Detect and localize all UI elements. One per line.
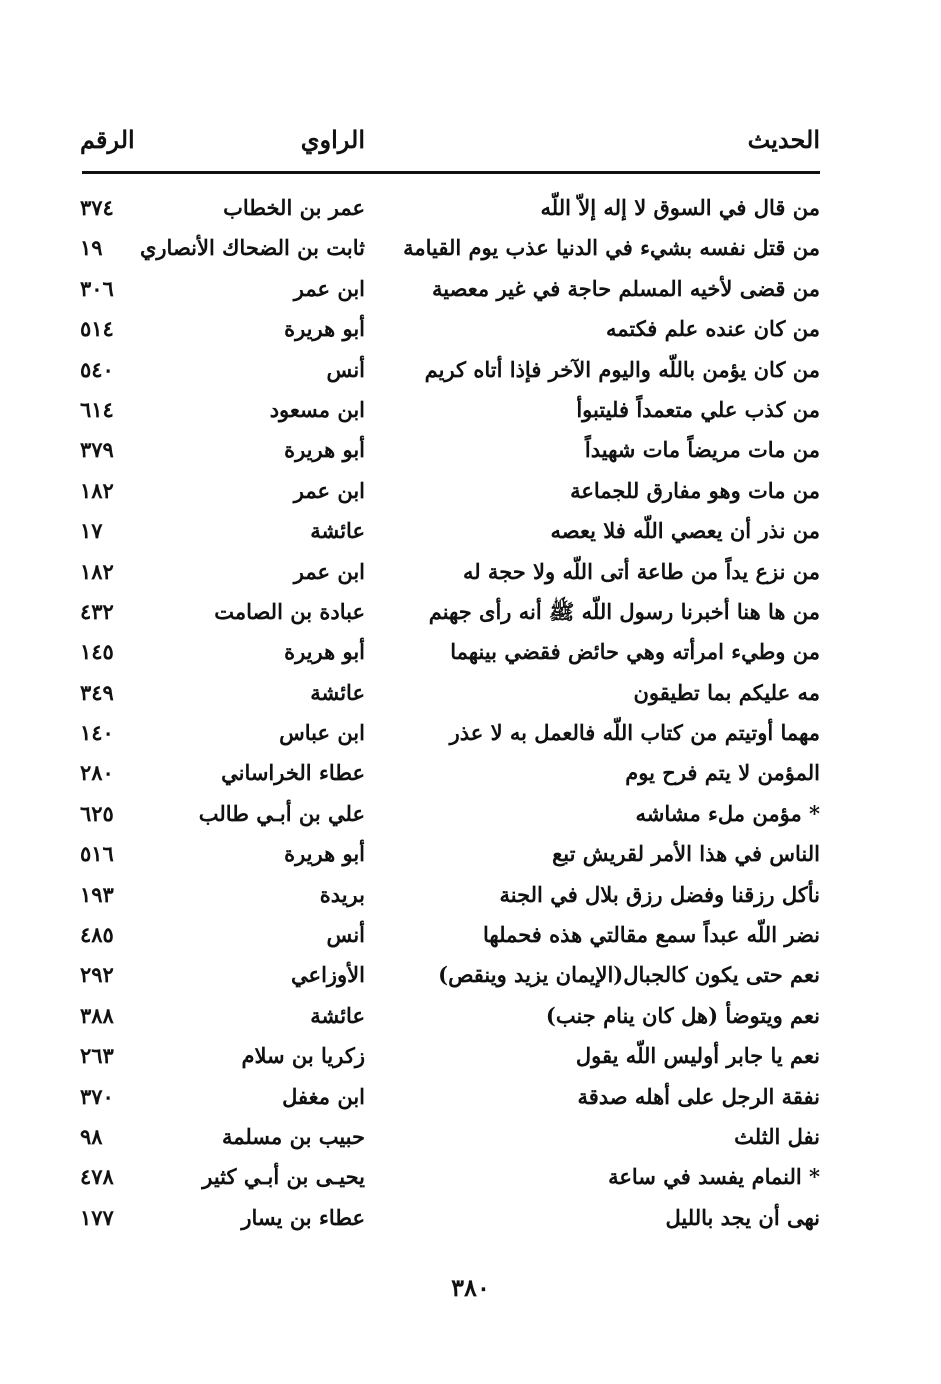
table-row bbox=[80, 430, 820, 470]
hadith-number: ١٨٢ bbox=[80, 558, 114, 584]
header-divider bbox=[82, 171, 820, 174]
hadith-text: مهما أوتيتم من كتاب اللّه فالعمل به لا عذر bbox=[449, 720, 820, 746]
hadith-text: من كان يؤمن باللّه واليوم الآخر فإذا أتاه كريم bbox=[424, 356, 820, 382]
hadith-text: من ها هنا أخبرنا رسول اللّه ﷺ أنه رأى جهنم bbox=[428, 598, 820, 624]
narrator-name: عطاء الخراساني bbox=[221, 760, 365, 786]
hadith-number: ١٤٠ bbox=[80, 720, 114, 746]
hadith-number: ٥١٦ bbox=[80, 841, 114, 867]
narrator-name: عائشة bbox=[310, 518, 365, 544]
narrator-name: بريدة bbox=[319, 881, 365, 907]
hadith-text: من قضى لأخيه المسلم حاجة في غير معصية bbox=[431, 275, 820, 301]
table-row bbox=[80, 188, 820, 228]
narrator-name: عمر بن الخطاب bbox=[223, 195, 365, 220]
narrator-name: ابن مسعود bbox=[269, 396, 365, 422]
narrator-name: ابن عمر bbox=[293, 477, 365, 503]
table-row bbox=[80, 1117, 820, 1157]
hadith-number: ٢٦٣ bbox=[80, 1043, 114, 1069]
header-number: الرقم bbox=[80, 125, 135, 154]
table-row bbox=[80, 834, 820, 874]
hadith-text: من نزع يداً من طاعة أتى اللّه ولا حجة له bbox=[462, 558, 820, 584]
table-row bbox=[80, 552, 820, 592]
narrator-name: ابن عمر bbox=[293, 275, 365, 301]
hadith-text: نفقة الرجل على أهله صدقة bbox=[577, 1083, 820, 1109]
hadith-text: من مات وهو مفارق للجماعة bbox=[570, 477, 820, 503]
table-row bbox=[80, 390, 820, 430]
hadith-number: ١٧٧ bbox=[80, 1204, 114, 1230]
table-row bbox=[80, 955, 820, 995]
table-row bbox=[80, 1198, 820, 1238]
hadith-text: الناس في هذا الأمر لقريش تبع bbox=[552, 841, 820, 867]
hadith-text: مه عليكم بما تطيقون bbox=[633, 679, 820, 705]
narrator-name: أبو هريرة bbox=[284, 639, 365, 665]
table-row bbox=[80, 794, 820, 834]
header-rawi: الراوي bbox=[300, 125, 365, 154]
hadith-number: ٤٧٨ bbox=[80, 1164, 114, 1190]
table-row bbox=[80, 915, 820, 955]
hadith-text: * النمام يفسد في ساعة bbox=[608, 1164, 820, 1190]
hadith-text: من وطيء امرأته وهي حائض فقضي بينهما bbox=[450, 639, 820, 665]
hadith-number: ٣٠٦ bbox=[80, 275, 114, 301]
narrator-name: أبو هريرة bbox=[284, 841, 365, 867]
hadith-number: ٣٧٠ bbox=[80, 1083, 114, 1109]
hadith-number: ١٨٢ bbox=[80, 477, 114, 503]
narrator-name: زكريا بن سلام bbox=[241, 1043, 365, 1069]
hadith-number: ٣٧٩ bbox=[80, 437, 114, 463]
hadith-text: نأكل رزقنا وفضل رزق بلال في الجنة bbox=[499, 881, 820, 907]
hadith-text: من قتل نفسه بشيء في الدنيا عذب يوم القيامة bbox=[403, 235, 820, 261]
narrator-name: عائشة bbox=[310, 679, 365, 705]
table-row bbox=[80, 309, 820, 349]
table-row bbox=[80, 875, 820, 915]
narrator-name: ابن مغفل bbox=[282, 1083, 365, 1109]
narrator-name: علي بن أبـي طالب bbox=[198, 800, 365, 826]
hadith-text: من مات مريضاً مات شهيداً bbox=[584, 437, 820, 463]
table-row bbox=[80, 632, 820, 672]
narrator-name: ابن عباس bbox=[279, 720, 365, 746]
hadith-text: من كان عنده علم فكتمه bbox=[605, 316, 820, 342]
hadith-number: ٥١٤ bbox=[80, 316, 114, 342]
hadith-number: ١٤٥ bbox=[80, 639, 114, 665]
table-header bbox=[80, 118, 820, 162]
hadith-number: ٥٤٠ bbox=[80, 356, 114, 382]
narrator-name: ثابت بن الضحاك الأنصاري bbox=[139, 235, 365, 261]
hadith-number: ٤٣٢ bbox=[80, 598, 114, 624]
narrator-name: حبيب بن مسلمة bbox=[221, 1123, 365, 1149]
table-row bbox=[80, 996, 820, 1036]
hadith-number: ٤٨٥ bbox=[80, 922, 114, 948]
table-row bbox=[80, 713, 820, 753]
table-row bbox=[80, 1077, 820, 1117]
narrator-name: أنس bbox=[326, 356, 365, 382]
narrator-name: عبادة بن الصامت bbox=[214, 598, 365, 624]
hadith-text: من نذر أن يعصي اللّه فلا يعصه bbox=[550, 518, 820, 544]
table-row bbox=[80, 511, 820, 551]
hadith-number: ١٩٣ bbox=[80, 881, 114, 907]
narrator-name: عطاء بن يسار bbox=[241, 1204, 365, 1230]
hadith-text: نعم يا جابر أوليس اللّه يقول bbox=[575, 1043, 820, 1069]
hadith-number: ٦٢٥ bbox=[80, 800, 114, 826]
table-row bbox=[80, 471, 820, 511]
hadith-text: من قال في السوق لا إله إلاّ اللّه bbox=[540, 195, 820, 220]
hadith-number: ٣٨٨ bbox=[80, 1002, 114, 1028]
hadith-number: ٦١٤ bbox=[80, 396, 114, 422]
hadith-text: نفل الثلث bbox=[734, 1123, 820, 1149]
table-row bbox=[80, 1157, 820, 1197]
header-hadith: الحديث bbox=[747, 125, 820, 154]
hadith-number: ١٩ bbox=[80, 235, 103, 261]
narrator-name: ابن عمر bbox=[293, 558, 365, 584]
narrator-name: الأوزاعي bbox=[291, 962, 365, 988]
hadith-text: نضر اللّه عبداً سمع مقالتي هذه فحملها bbox=[483, 922, 820, 948]
table-row bbox=[80, 269, 820, 309]
hadith-number: ٢٨٠ bbox=[80, 760, 114, 786]
hadith-number: ١٧ bbox=[80, 518, 103, 544]
index-table bbox=[80, 188, 820, 1238]
hadith-text: * مؤمن ملء مشاشه bbox=[635, 800, 820, 826]
table-row bbox=[80, 753, 820, 793]
hadith-number: ٣٧٤ bbox=[80, 195, 114, 220]
page-number: ٣٨٠ bbox=[451, 1273, 490, 1302]
table-row bbox=[80, 228, 820, 268]
table-row bbox=[80, 592, 820, 632]
table-row bbox=[80, 350, 820, 390]
hadith-text: نهى أن يجد بالليل bbox=[665, 1204, 820, 1230]
narrator-name: أبو هريرة bbox=[284, 316, 365, 342]
hadith-text: نعم حتى يكون كالجبال(الإيمان يزيد وينقص) bbox=[438, 962, 820, 988]
table-row bbox=[80, 1036, 820, 1076]
hadith-text: نعم ويتوضأ (هل كان ينام جنب) bbox=[545, 1002, 820, 1028]
narrator-name: أبو هريرة bbox=[284, 437, 365, 463]
narrator-name: عائشة bbox=[310, 1002, 365, 1028]
narrator-name: يحيـى بن أبـي كثير bbox=[202, 1164, 365, 1190]
table-row bbox=[80, 673, 820, 713]
hadith-text: المؤمن لا يتم فرح يوم bbox=[625, 760, 820, 786]
hadith-number: ٩٨ bbox=[80, 1123, 103, 1149]
hadith-number: ٣٤٩ bbox=[80, 679, 114, 705]
hadith-number: ٢٩٢ bbox=[80, 962, 114, 988]
narrator-name: أنس bbox=[326, 922, 365, 948]
hadith-text: من كذب علي متعمداً فليتبوأ bbox=[576, 396, 820, 422]
